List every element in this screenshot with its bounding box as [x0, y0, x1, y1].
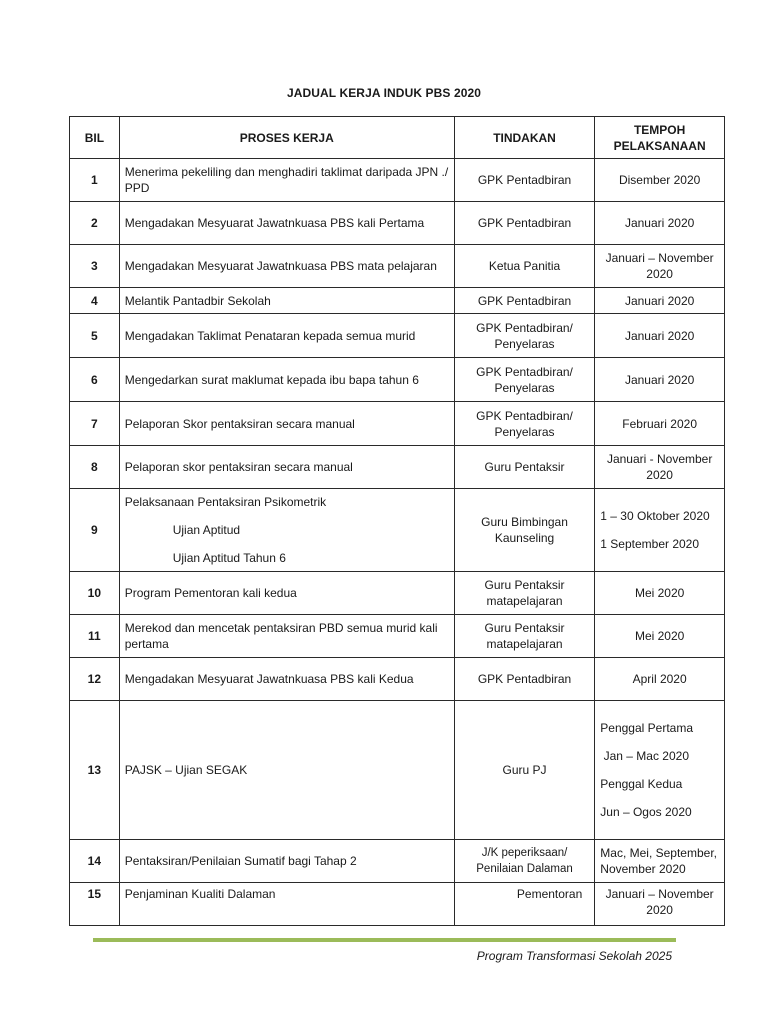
table-row [70, 288, 725, 314]
row-process: Mengadakan Mesyuarat Jawatnkuasa PBS mata pelajaran [119, 245, 454, 288]
row-period-line: Penggal Pertama [600, 721, 694, 735]
row-process: Program Pementoran kali kedua [119, 572, 454, 615]
row-number: 15 [70, 883, 120, 926]
row-action: GPK Pentadbiran [454, 288, 595, 314]
row-number: 6 [70, 358, 120, 402]
row-process: Pelaporan Skor pentaksiran secara manual [119, 402, 454, 446]
row-period-line: 1 September 2020 [600, 537, 700, 551]
row-action: Guru Pentaksir matapelajaran [454, 572, 595, 615]
row-process-sub-item: Ujian Aptitud [172, 523, 241, 537]
row-period: April 2020 [595, 658, 725, 701]
row-period: Januari 2020 [595, 314, 725, 358]
row-process: Melantik Pantadbir Sekolah [119, 288, 454, 314]
row-period-line: 1 – 30 Oktober 2020 [600, 509, 710, 523]
row-period: Januari - November 2020 [595, 446, 725, 489]
row-process: Mengadakan Taklimat Penataran kepada semua murid [119, 314, 454, 358]
table-row [70, 159, 725, 202]
row-period: Februari 2020 [595, 402, 725, 446]
footer-rule [93, 938, 676, 942]
table-row [70, 840, 725, 883]
row-process: Mengadakan Mesyuarat Jawatnkuasa PBS kali Kedua [119, 658, 454, 701]
row-action: GPK Pentadbiran [454, 202, 595, 245]
work-schedule-table [69, 116, 725, 926]
table-row [70, 572, 725, 615]
row-process [119, 489, 454, 572]
table-header-row [70, 117, 725, 159]
row-number: 5 [70, 314, 120, 358]
row-period: Januari – November 2020 [595, 245, 725, 288]
row-period: Januari 2020 [595, 358, 725, 402]
table-row [70, 358, 725, 402]
row-action: Guru Bimbingan Kaunseling [454, 489, 595, 572]
row-action: GPK Pentadbiran/ Penyelaras [454, 314, 595, 358]
header-tindakan: TINDAKAN [454, 117, 595, 159]
row-process-sub-item: Ujian Aptitud Tahun 6 [172, 551, 286, 565]
row-period-line: Penggal Kedua [600, 777, 683, 791]
row-process: Menerima pekeliling dan menghadiri taklimat daripada JPN ./ PPD [119, 159, 454, 202]
footer-text: Program Transformasi Sekolah 2025 [476, 949, 672, 963]
row-number: 9 [70, 489, 120, 572]
table-row [70, 202, 725, 245]
row-action: GPK Pentadbiran [454, 159, 595, 202]
row-process: PAJSK – Ujian SEGAK [119, 701, 454, 840]
row-period-line: Jun – Ogos 2020 [600, 805, 692, 819]
row-number: 10 [70, 572, 120, 615]
table-row [70, 245, 725, 288]
table-row [70, 615, 725, 658]
row-period: Mei 2020 [595, 615, 725, 658]
row-process: Penjaminan Kualiti Dalaman [119, 883, 454, 926]
row-period: Disember 2020 [595, 159, 725, 202]
row-action: J/K peperiksaan/ Penilaian Dalaman [454, 840, 595, 883]
header-tempoh-pelaksanaan: TEMPOH PELAKSANAAN [595, 117, 725, 159]
table-row [70, 658, 725, 701]
row-period: Mei 2020 [595, 572, 725, 615]
row-action: GPK Pentadbiran [454, 658, 595, 701]
table-row [70, 701, 725, 840]
table-row [70, 446, 725, 489]
row-action: GPK Pentadbiran/ Penyelaras [454, 358, 595, 402]
row-action: GPK Pentadbiran/ Penyelaras [454, 402, 595, 446]
row-action: Guru PJ [454, 701, 595, 840]
row-process-main: Pelaksanaan Pentaksiran Psikometrik [124, 495, 327, 509]
row-number: 2 [70, 202, 120, 245]
row-process: Pelaporan skor pentaksiran secara manual [119, 446, 454, 489]
row-action: Ketua Panitia [454, 245, 595, 288]
table-row [70, 314, 725, 358]
table-row [70, 883, 725, 926]
row-period-line: Jan – Mac 2020 [600, 749, 690, 763]
row-number: 7 [70, 402, 120, 446]
row-period [595, 489, 725, 572]
row-period: Januari – November 2020 [595, 883, 725, 926]
row-number: 1 [70, 159, 120, 202]
row-number: 11 [70, 615, 120, 658]
row-process: Mengedarkan surat maklumat kepada ibu bapa tahun 6 [119, 358, 454, 402]
row-action: Pementoran [454, 883, 595, 926]
row-number: 13 [70, 701, 120, 840]
table-row [70, 402, 725, 446]
row-period: Mac, Mei, September, November 2020 [595, 840, 725, 883]
row-action: Guru Pentaksir [454, 446, 595, 489]
row-number: 8 [70, 446, 120, 489]
row-process: Merekod dan mencetak pentaksiran PBD semua murid kali pertama [119, 615, 454, 658]
header-bil: BIL [70, 117, 120, 159]
row-number: 12 [70, 658, 120, 701]
document-title: JADUAL KERJA INDUK PBS 2020 [286, 86, 482, 100]
row-action: Guru Pentaksir matapelajaran [454, 615, 595, 658]
header-proses-kerja: PROSES KERJA [119, 117, 454, 159]
row-period [595, 701, 725, 840]
row-period: Januari 2020 [595, 288, 725, 314]
row-process: Pentaksiran/Penilaian Sumatif bagi Tahap 2 [119, 840, 454, 883]
row-number: 14 [70, 840, 120, 883]
row-process: Mengadakan Mesyuarat Jawatnkuasa PBS kali Pertama [119, 202, 454, 245]
table-row [70, 489, 725, 572]
row-number: 4 [70, 288, 120, 314]
row-period: Januari 2020 [595, 202, 725, 245]
row-number: 3 [70, 245, 120, 288]
